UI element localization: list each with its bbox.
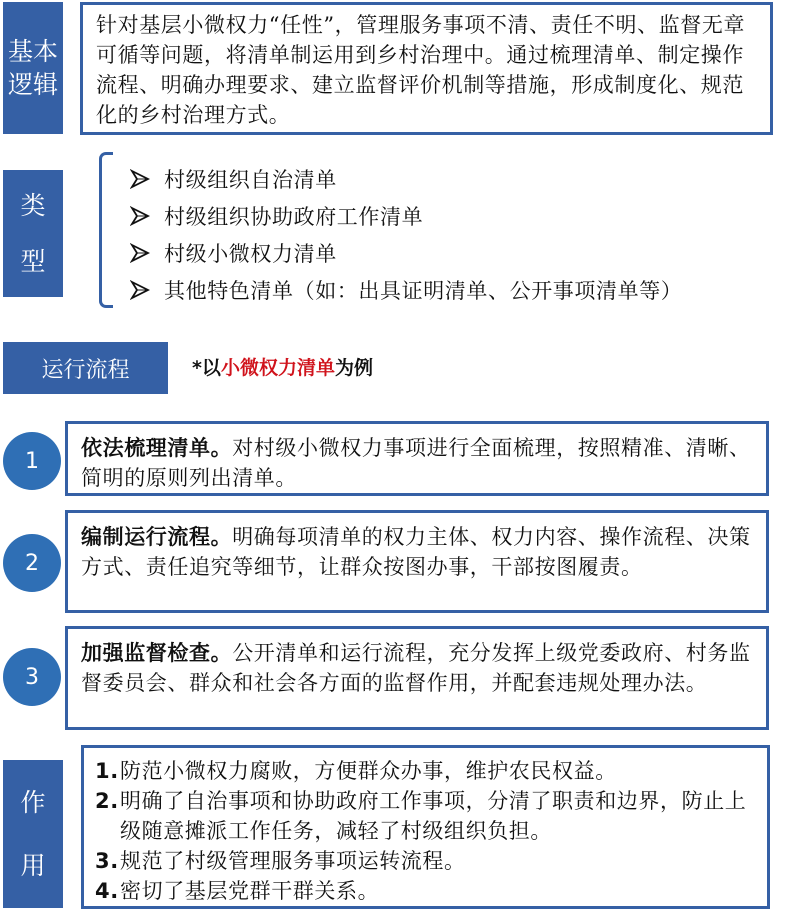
process-note-prefix: *以 — [192, 357, 221, 379]
step-title: 编制运行流程。 — [81, 524, 233, 549]
process-label — [3, 342, 168, 394]
effect-item-number: 2. — [95, 789, 119, 813]
type-item — [130, 197, 682, 234]
logic-label-line1: 基本 — [7, 37, 58, 66]
effect-item-text: 密切了基层党群干群关系。 — [120, 879, 380, 903]
effect-item-text: 规范了村级管理服务事项运转流程。 — [120, 849, 466, 873]
logic-label — [3, 2, 63, 134]
step-number: 3 — [25, 664, 39, 690]
types-list — [130, 160, 682, 308]
types-label-line2: 型 — [20, 247, 46, 276]
type-item — [130, 160, 682, 197]
arrow-bullet-icon — [130, 206, 150, 226]
effect-label-line1: 作 — [20, 788, 46, 817]
type-item-text: 村级组织协助政府工作清单 — [164, 204, 424, 229]
effect-box — [81, 745, 770, 909]
effect-label — [3, 760, 63, 908]
process-note — [192, 353, 373, 380]
step-number: 2 — [25, 550, 39, 576]
type-item-text: 其他特色清单（如：出具证明清单、公开事项清单等） — [164, 278, 683, 303]
type-item — [130, 234, 682, 271]
type-item-text: 村级小微权力清单 — [164, 241, 337, 266]
effect-item — [95, 756, 757, 786]
step-text: 对村级小微权力事项进行全面梳理，按照精准、清晰、简明的原则列出清单。 — [81, 436, 751, 490]
effect-item-text: 防范小微权力腐败，方便群众办事，维护农民权益。 — [120, 759, 617, 783]
types-label — [3, 170, 63, 297]
types-label-line1: 类 — [20, 191, 46, 220]
arrow-bullet-icon — [130, 243, 150, 263]
arrow-bullet-icon — [130, 280, 150, 300]
step-text: 公开清单和运行流程，充分发挥上级党委政府、村务监督委员会、群众和社会各方面的监督作用，并配套违规处理办法。 — [81, 641, 751, 695]
step-title: 加强监督检查。 — [81, 640, 233, 665]
step-box — [65, 421, 769, 496]
effect-label-line2: 用 — [20, 851, 46, 880]
step-number-circle — [3, 432, 61, 490]
process-label-text: 运行流程 — [41, 357, 130, 383]
arrow-bullet-icon — [130, 169, 150, 189]
step-number-circle — [3, 534, 61, 592]
logic-label-line2: 逻辑 — [7, 70, 58, 99]
type-item — [130, 271, 682, 308]
type-item-text: 村级组织自治清单 — [164, 167, 337, 192]
step-box — [65, 510, 769, 613]
effect-item-number: 1. — [95, 759, 119, 783]
effect-item — [95, 846, 757, 876]
step-number: 1 — [25, 448, 39, 474]
step-number-circle — [3, 648, 61, 706]
logic-text-box — [80, 2, 773, 135]
step-title: 依法梳理清单。 — [81, 435, 233, 460]
types-bracket — [99, 152, 113, 308]
effect-item-text: 明确了自治事项和协助政府工作事项，分清了职责和边界，防止上级随意摊派工作任务，减轻了村级组织负担。 — [120, 789, 747, 843]
effect-item-number: 3. — [95, 849, 119, 873]
process-note-highlight: 小微权力清单 — [220, 357, 335, 379]
effect-item — [95, 786, 757, 846]
logic-text: 针对基层小微权力“任性”，管理服务事项不清、责任不明、监督无章可循等问题，将清单制运用到乡村治理中。通过梳理清单、制定操作流程、明确办理要求、建立监督评价机制等措施，形成制度化、规范化的乡村治理方式。 — [96, 13, 746, 127]
process-note-suffix: 为例 — [334, 357, 373, 379]
step-box — [65, 626, 769, 730]
effect-item — [95, 876, 757, 906]
step-text: 明确每项清单的权力主体、权力内容、操作流程、决策方式、责任追究等细节，让群众按图办事，干部按图履责。 — [81, 525, 751, 579]
effect-item-number: 4. — [95, 879, 119, 903]
